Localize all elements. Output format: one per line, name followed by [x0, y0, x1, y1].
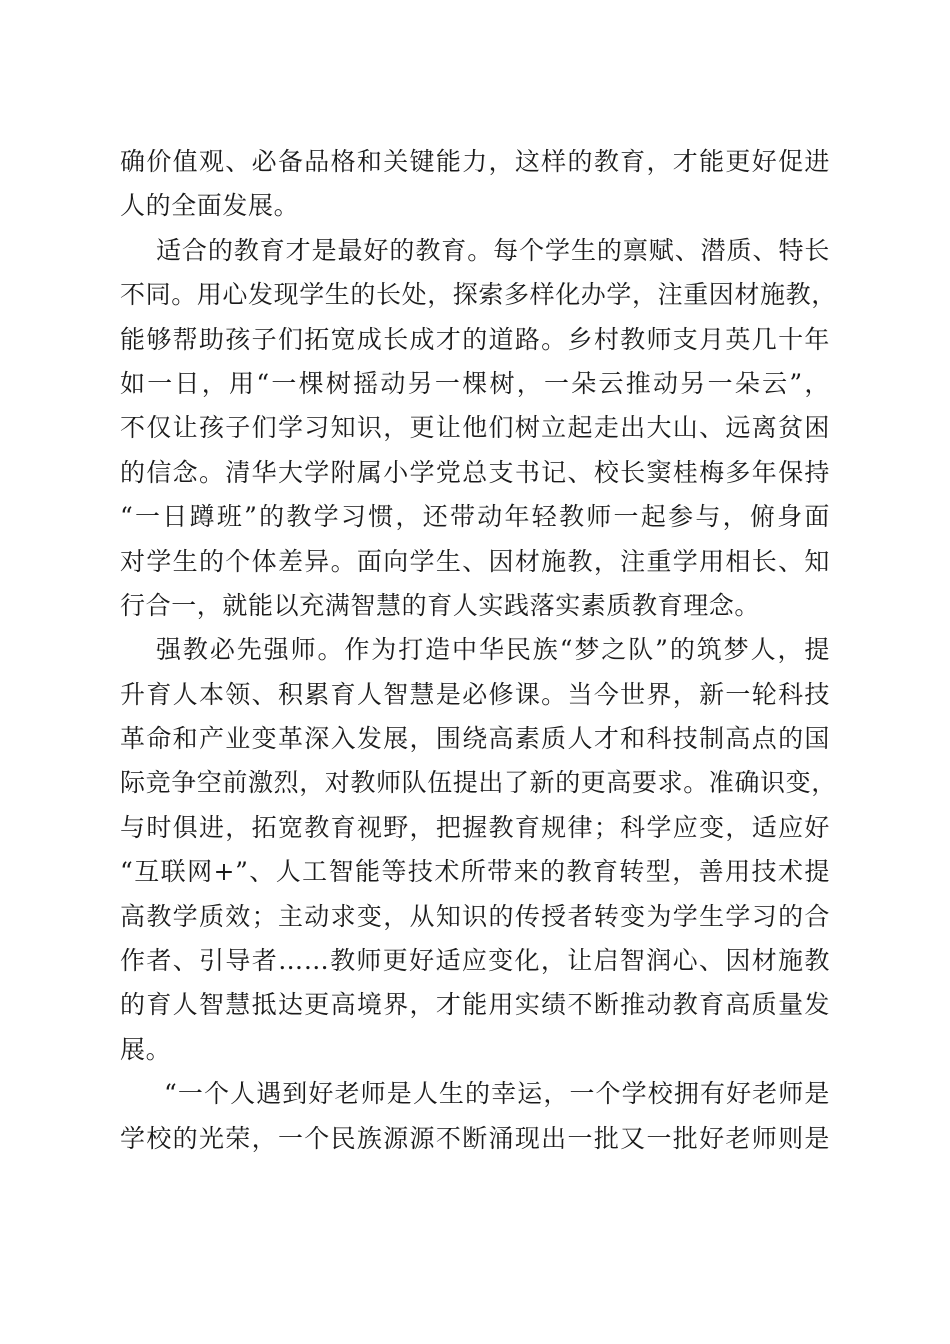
text-line: 际竞争空前激烈，对教师队伍提出了新的更高要求。准确识变，	[120, 768, 837, 798]
text-line: 革命和产业变革深入发展，围绕高素质人才和科技制高点的国	[120, 724, 830, 754]
text-line: 不仅让孩子们学习知识，更让他们树立起走出大山、远离贫困	[120, 413, 830, 443]
text-line: 学校的光荣，一个民族源源不断涌现出一批又一批好老师则是	[120, 1123, 830, 1153]
paragraph	[120, 140, 830, 229]
text-line: 强教必先强师。作为打造中华民族“梦之队”的筑梦人，提	[156, 635, 830, 665]
paragraph	[120, 229, 837, 629]
text-line: 的育人智慧抵达更高境界，才能用实绩不断推动教育高质量发	[120, 990, 830, 1020]
text-line: 不同。用心发现学生的长处，探索多样化办学，注重因材施教，	[120, 280, 837, 310]
text-line: 如一日，用“一棵树摇动另一棵树，一朵云推动另一朵云”，	[120, 368, 830, 398]
text-line: 适合的教育才是最好的教育。每个学生的禀赋、潜质、特长	[156, 235, 830, 265]
text-line: 与时俱进，拓宽教育视野，把握教育规律；科学应变，适应好	[120, 812, 830, 842]
paragraph	[120, 628, 837, 1072]
text-line: “一日蹲班”的教学习惯，还带动年轻教师一起参与，俯身面	[120, 502, 830, 532]
text-line: 能够帮助孩子们拓宽成长成才的道路。乡村教师支月英几十年	[120, 324, 830, 354]
text-line: 行合一，就能以充满智慧的育人实践落实素质教育理念。	[120, 590, 761, 620]
text-line: “一个人遇到好老师是人生的幸运，一个学校拥有好老师是	[164, 1079, 830, 1109]
text-line: 升育人本领、积累育人智慧是必修课。当今世界，新一轮科技	[120, 679, 830, 709]
text-line: 确价值观、必备品格和关键能力，这样的教育，才能更好促进	[120, 147, 830, 176]
text-line: 人的全面发展。	[120, 191, 300, 221]
paragraph	[120, 1072, 830, 1161]
text-line: 展。	[120, 1034, 172, 1064]
text-line: 的信念。清华大学附属小学党总支书记、校长窦桂梅多年保持	[120, 457, 830, 487]
text-line: 高教学质效；主动求变，从知识的传授者转变为学生学习的合	[120, 901, 830, 931]
text-line: “互联网+”、人工智能等技术所带来的教育转型，善用技术提	[120, 857, 830, 887]
document-body	[120, 140, 837, 1161]
text-line: 对学生的个体差异。面向学生、因材施教，注重学用相长、知	[120, 546, 830, 576]
text-line: 作者、引导者……教师更好适应变化，让启智润心、因材施教	[120, 946, 830, 976]
